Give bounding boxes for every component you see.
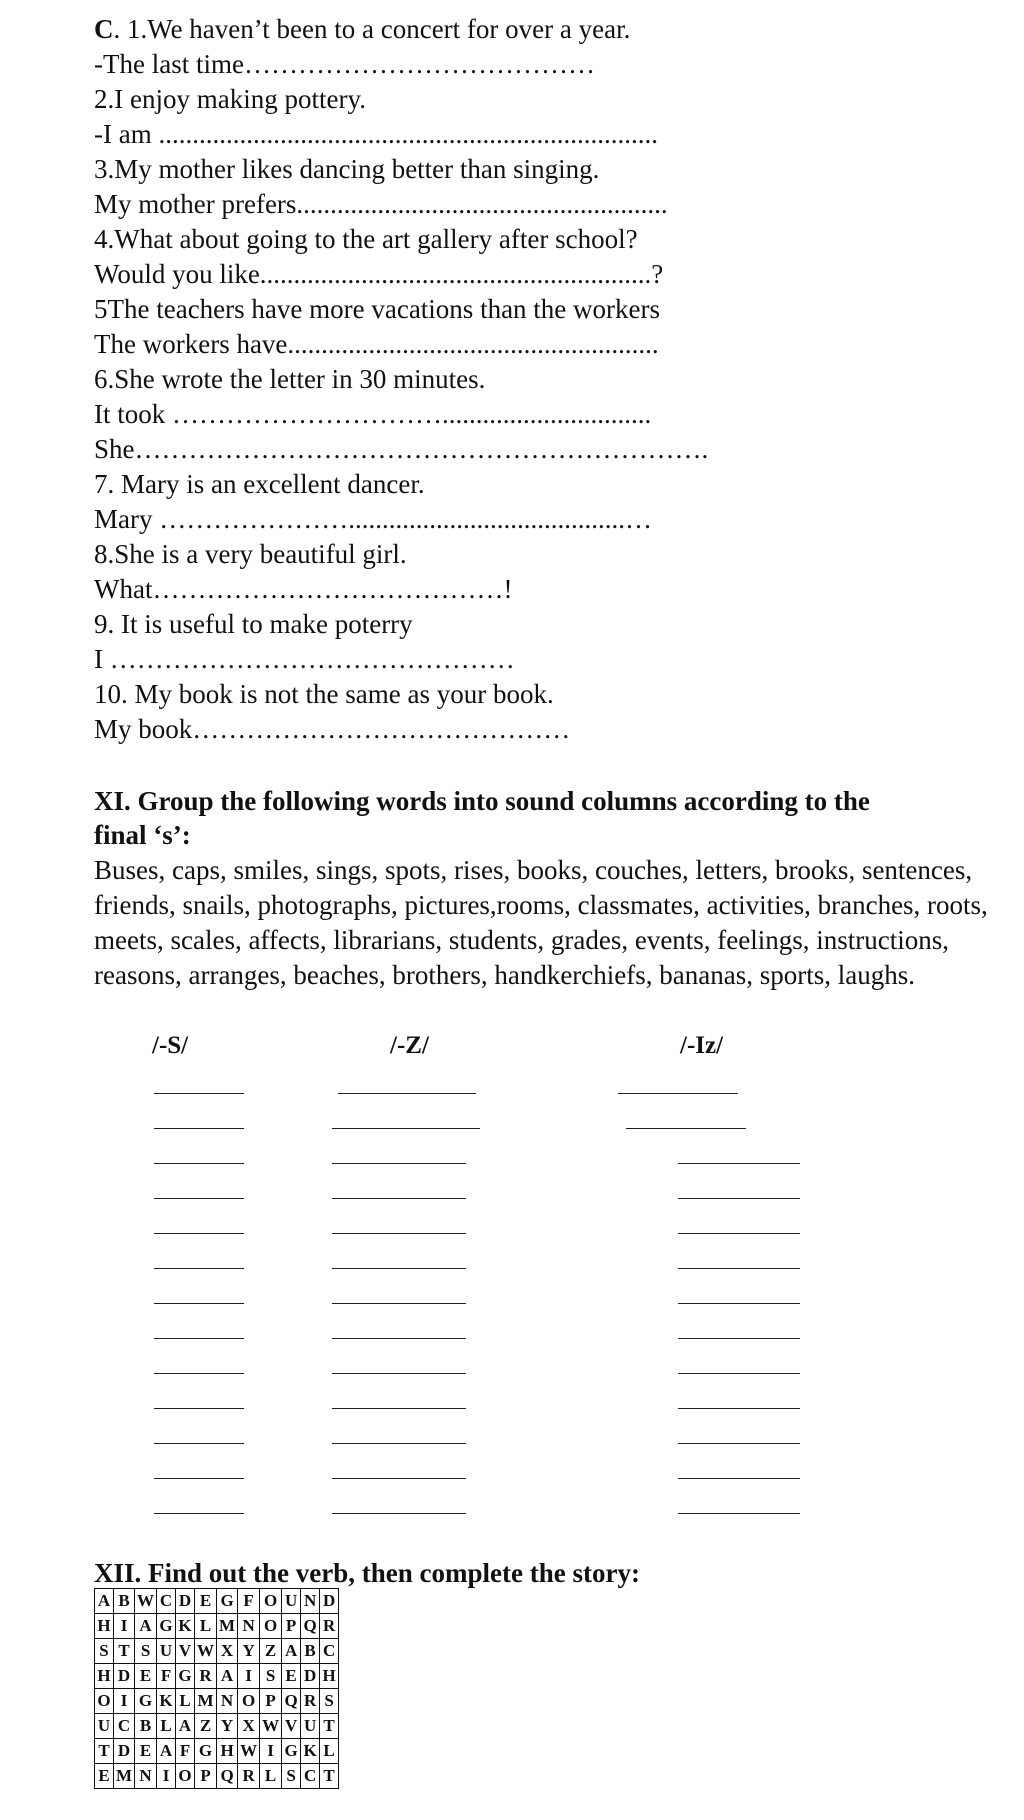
grid-cell[interactable]: R	[238, 1764, 260, 1789]
grid-cell[interactable]: S	[95, 1639, 114, 1664]
grid-cell[interactable]: C	[114, 1714, 135, 1739]
answer-blank[interactable]	[678, 1268, 800, 1269]
exercise-xi-title-line2: final ‘s’:	[94, 820, 191, 850]
exercise-c-line: C. 1.We haven’t been to a concert for over a year.	[94, 14, 631, 44]
grid-cell[interactable]: F	[238, 1589, 260, 1614]
grid-cell[interactable]: D	[114, 1664, 135, 1689]
grid-cell[interactable]: Q	[301, 1614, 320, 1639]
answer-blank[interactable]	[678, 1303, 800, 1304]
column-header-z: /-Z/	[390, 1032, 429, 1059]
grid-cell[interactable]: Z	[260, 1639, 282, 1664]
answer-blank[interactable]	[678, 1338, 800, 1339]
answer-blank[interactable]	[332, 1303, 466, 1304]
answer-blank[interactable]	[332, 1478, 466, 1479]
word-search-grid	[94, 1588, 339, 1789]
grid-cell[interactable]: C	[320, 1639, 339, 1664]
grid-cell[interactable]: B	[301, 1639, 320, 1664]
grid-cell[interactable]: W	[195, 1639, 217, 1664]
exercise-c-line: 2.I enjoy making pottery.	[94, 84, 366, 114]
grid-cell[interactable]: A	[282, 1639, 301, 1664]
grid-cell[interactable]: I	[114, 1689, 135, 1714]
grid-cell[interactable]: C	[157, 1589, 176, 1614]
grid-row	[95, 1714, 339, 1739]
answer-blank[interactable]	[332, 1373, 466, 1374]
grid-cell[interactable]: V	[176, 1639, 195, 1664]
answer-blank[interactable]	[332, 1198, 466, 1199]
answer-blank[interactable]	[678, 1408, 800, 1409]
grid-cell[interactable]: I	[238, 1664, 260, 1689]
grid-row	[95, 1689, 339, 1714]
exercise-c-line: The workers have.......................................................	[94, 329, 659, 359]
grid-cell[interactable]: M	[217, 1614, 238, 1639]
grid-cell[interactable]: V	[282, 1714, 301, 1739]
exercise-c-line: What…………………………………!	[94, 574, 513, 604]
grid-cell[interactable]: M	[195, 1689, 217, 1714]
exercise-c-line: She……………………………………………………….	[94, 434, 709, 464]
grid-cell[interactable]: G	[195, 1739, 217, 1764]
answer-blank[interactable]	[154, 1338, 244, 1339]
grid-cell[interactable]: D	[320, 1589, 339, 1614]
answer-blank[interactable]	[332, 1338, 466, 1339]
answer-blank[interactable]	[678, 1443, 800, 1444]
grid-cell[interactable]: Z	[195, 1714, 217, 1739]
answer-blank[interactable]	[618, 1093, 738, 1094]
exercise-c-line: 10. My book is not the same as your book.	[94, 679, 554, 709]
grid-cell[interactable]: E	[195, 1589, 217, 1614]
grid-cell[interactable]: Y	[238, 1639, 260, 1664]
grid-cell[interactable]: E	[135, 1739, 157, 1764]
grid-cell[interactable]: W	[135, 1589, 157, 1614]
column-header-s: /-S/	[152, 1032, 189, 1059]
grid-cell[interactable]: S	[282, 1764, 301, 1789]
grid-cell[interactable]: F	[176, 1739, 195, 1764]
answer-blank[interactable]	[338, 1093, 476, 1094]
grid-cell[interactable]: A	[135, 1614, 157, 1639]
answer-blank[interactable]	[332, 1408, 466, 1409]
grid-cell[interactable]: B	[135, 1714, 157, 1739]
grid-cell[interactable]: M	[114, 1764, 135, 1789]
exercise-xii-title: XII. Find out the verb, then complete the story:	[94, 1558, 640, 1588]
grid-row	[95, 1739, 339, 1764]
grid-cell[interactable]: S	[260, 1664, 282, 1689]
grid-cell[interactable]: H	[217, 1739, 238, 1764]
answer-blank[interactable]	[154, 1128, 244, 1129]
exercise-c-line: 6.She wrote the letter in 30 minutes.	[94, 364, 486, 394]
grid-cell[interactable]: I	[114, 1614, 135, 1639]
answer-blank[interactable]	[332, 1233, 466, 1234]
grid-cell[interactable]: H	[320, 1664, 339, 1689]
grid-cell[interactable]: T	[95, 1739, 114, 1764]
grid-cell[interactable]: O	[260, 1589, 282, 1614]
answer-blank[interactable]	[626, 1128, 746, 1129]
grid-cell[interactable]: I	[157, 1764, 176, 1789]
grid-cell[interactable]: S	[135, 1639, 157, 1664]
grid-cell[interactable]: Q	[217, 1764, 238, 1789]
answer-blank[interactable]	[154, 1233, 244, 1234]
answer-blank[interactable]	[154, 1408, 244, 1409]
answer-blank[interactable]	[678, 1513, 800, 1514]
answer-blank[interactable]	[154, 1163, 244, 1164]
exercise-c-line: Mary ………………….........................................…	[94, 504, 652, 534]
answer-blank[interactable]	[678, 1373, 800, 1374]
answer-blank[interactable]	[154, 1093, 244, 1094]
exercise-c-line: 8.She is a very beautiful girl.	[94, 539, 407, 569]
grid-cell[interactable]: U	[282, 1589, 301, 1614]
exercise-c-line: My book……………………………………	[94, 714, 571, 744]
grid-cell[interactable]: X	[217, 1639, 238, 1664]
grid-cell[interactable]: D	[176, 1589, 195, 1614]
exercise-c-line: 3.My mother likes dancing better than singing.	[94, 154, 600, 184]
exercise-c-line: My mother prefers.......................................................	[94, 189, 668, 219]
exercise-c-line: 4.What about going to the art gallery after school?	[94, 224, 638, 254]
grid-cell[interactable]: A	[157, 1739, 176, 1764]
grid-cell[interactable]: F	[157, 1664, 176, 1689]
answer-blank[interactable]	[154, 1513, 244, 1514]
grid-cell[interactable]: N	[238, 1614, 260, 1639]
grid-cell[interactable]: S	[320, 1689, 339, 1714]
grid-cell[interactable]: T	[320, 1764, 339, 1789]
grid-cell[interactable]: U	[157, 1639, 176, 1664]
grid-row	[95, 1664, 339, 1689]
column-header-iz: /-Iz/	[680, 1032, 724, 1059]
grid-cell[interactable]: H	[95, 1664, 114, 1689]
exercise-xi-title-line1: XI. Group the following words into sound columns according to the	[94, 786, 870, 816]
exercise-c-line: -I am ..........................................................................	[94, 119, 658, 149]
grid-cell[interactable]: A	[176, 1714, 195, 1739]
grid-cell[interactable]: K	[176, 1614, 195, 1639]
answer-blank[interactable]	[154, 1443, 244, 1444]
exercise-xi-word-list: Buses, caps, smiles, sings, spots, rises, books, couches, letters, brooks, sentences, friends, snails, photographs, pictures,rooms, classmates, activities, branches, roots, meets, scales, affects, librarians, students, grades, events, feelings, instructions, reasons, arranges, beaches, brothers, handkerchiefs, bananas, sports, laughs.	[94, 855, 988, 990]
grid-cell[interactable]: O	[95, 1689, 114, 1714]
grid-cell[interactable]: G	[157, 1614, 176, 1639]
grid-cell[interactable]: E	[135, 1664, 157, 1689]
grid-cell[interactable]: T	[320, 1714, 339, 1739]
grid-cell[interactable]: D	[114, 1739, 135, 1764]
answer-blank[interactable]	[678, 1163, 800, 1164]
grid-cell[interactable]: X	[238, 1714, 260, 1739]
answer-blank[interactable]	[332, 1268, 466, 1269]
grid-cell[interactable]: L	[320, 1739, 339, 1764]
grid-cell[interactable]: P	[260, 1689, 282, 1714]
grid-cell[interactable]: U	[95, 1714, 114, 1739]
grid-cell[interactable]: P	[195, 1764, 217, 1789]
grid-row	[95, 1614, 339, 1639]
grid-cell[interactable]: Q	[282, 1689, 301, 1714]
answer-blank[interactable]	[678, 1233, 800, 1234]
grid-row	[95, 1764, 339, 1789]
exercise-c-line: -The last time…………………………………	[94, 49, 595, 79]
grid-cell[interactable]: G	[217, 1589, 238, 1614]
answer-blank[interactable]	[154, 1373, 244, 1374]
grid-cell[interactable]: L	[195, 1614, 217, 1639]
grid-cell[interactable]: R	[320, 1614, 339, 1639]
exercise-c-line: 9. It is useful to make poterry	[94, 609, 413, 639]
grid-cell[interactable]: N	[135, 1764, 157, 1789]
grid-row	[95, 1639, 339, 1664]
grid-row	[95, 1589, 339, 1614]
grid-cell[interactable]: A	[95, 1589, 114, 1614]
exercise-c-line: 5The teachers have more vacations than the workers	[94, 294, 661, 324]
grid-cell[interactable]: N	[217, 1689, 238, 1714]
exercise-c-line: It took …………………………...............................	[94, 399, 652, 429]
grid-cell[interactable]: E	[282, 1664, 301, 1689]
grid-cell[interactable]: O	[260, 1614, 282, 1639]
grid-cell[interactable]: U	[301, 1714, 320, 1739]
grid-cell[interactable]: G	[176, 1664, 195, 1689]
grid-cell[interactable]: H	[95, 1614, 114, 1639]
answer-blank[interactable]	[678, 1198, 800, 1199]
answer-blank[interactable]	[332, 1163, 466, 1164]
grid-cell[interactable]: A	[217, 1664, 238, 1689]
grid-cell[interactable]: L	[260, 1764, 282, 1789]
exercise-c-line: Would you like..........................................................?	[94, 259, 664, 289]
grid-cell[interactable]: L	[176, 1689, 195, 1714]
answer-blank[interactable]	[154, 1198, 244, 1199]
grid-cell[interactable]: G	[135, 1689, 157, 1714]
grid-cell[interactable]: W	[260, 1714, 282, 1739]
grid-cell[interactable]: W	[238, 1739, 260, 1764]
grid-cell[interactable]: R	[301, 1689, 320, 1714]
answer-blank[interactable]	[154, 1303, 244, 1304]
grid-cell[interactable]: C	[301, 1764, 320, 1789]
grid-cell[interactable]: N	[301, 1589, 320, 1614]
exercise-c-line: 7. Mary is an excellent dancer.	[94, 469, 425, 499]
answer-blank[interactable]	[678, 1478, 800, 1479]
grid-cell[interactable]: L	[157, 1714, 176, 1739]
grid-cell[interactable]: E	[95, 1764, 114, 1789]
exercise-c-label: C	[94, 14, 114, 44]
grid-cell[interactable]: Y	[217, 1714, 238, 1739]
grid-cell[interactable]: P	[282, 1614, 301, 1639]
grid-cell[interactable]: I	[260, 1739, 282, 1764]
answer-blank[interactable]	[154, 1478, 244, 1479]
grid-cell[interactable]: R	[195, 1664, 217, 1689]
grid-cell[interactable]: B	[114, 1589, 135, 1614]
grid-cell[interactable]: T	[114, 1639, 135, 1664]
answer-blank[interactable]	[332, 1443, 466, 1444]
grid-cell[interactable]: G	[282, 1739, 301, 1764]
answer-blank[interactable]	[332, 1128, 480, 1129]
answer-blank[interactable]	[154, 1268, 244, 1269]
grid-cell[interactable]: O	[176, 1764, 195, 1789]
exercise-c-line: I ………………………………………	[94, 644, 515, 674]
grid-cell[interactable]: K	[157, 1689, 176, 1714]
grid-cell[interactable]: K	[301, 1739, 320, 1764]
grid-cell[interactable]: O	[238, 1689, 260, 1714]
grid-cell[interactable]: D	[301, 1664, 320, 1689]
answer-blank[interactable]	[332, 1513, 466, 1514]
